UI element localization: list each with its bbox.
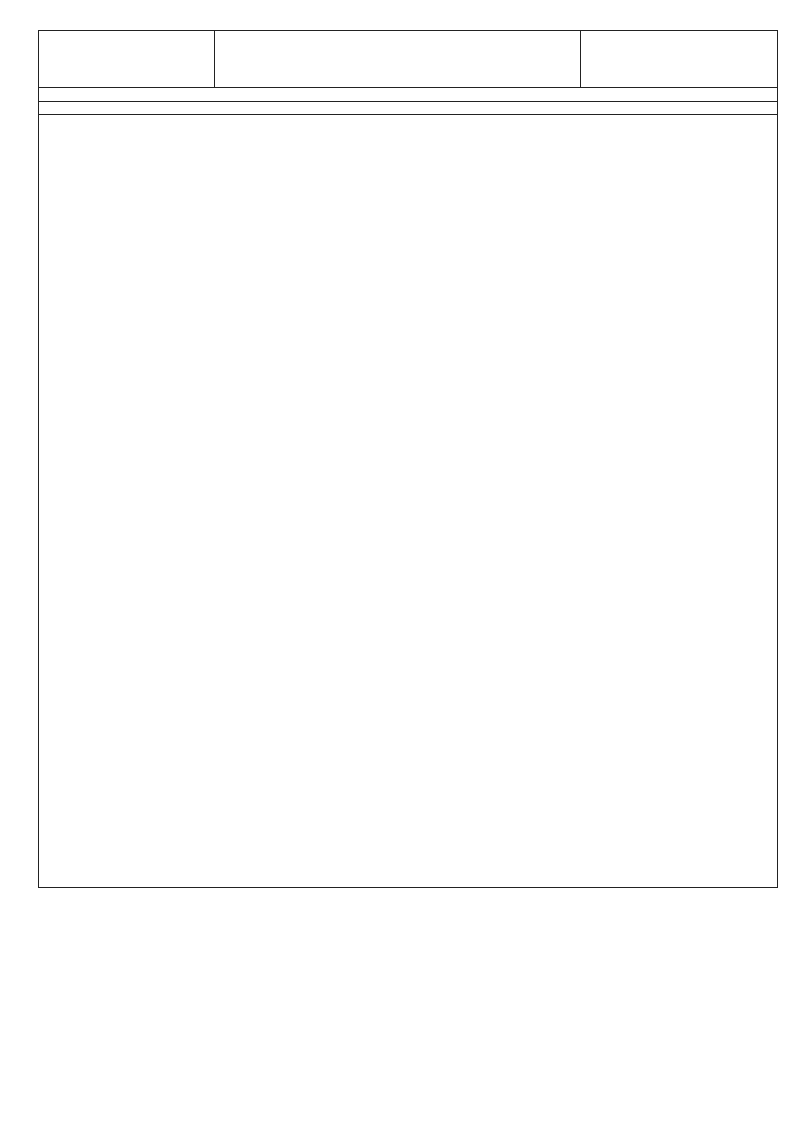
distribution-table-document <box>38 30 778 888</box>
section-band <box>39 87 777 102</box>
document-title-block <box>214 31 581 87</box>
document-header <box>39 31 777 88</box>
block-summary <box>587 34 773 42</box>
column-header-row <box>39 102 777 115</box>
